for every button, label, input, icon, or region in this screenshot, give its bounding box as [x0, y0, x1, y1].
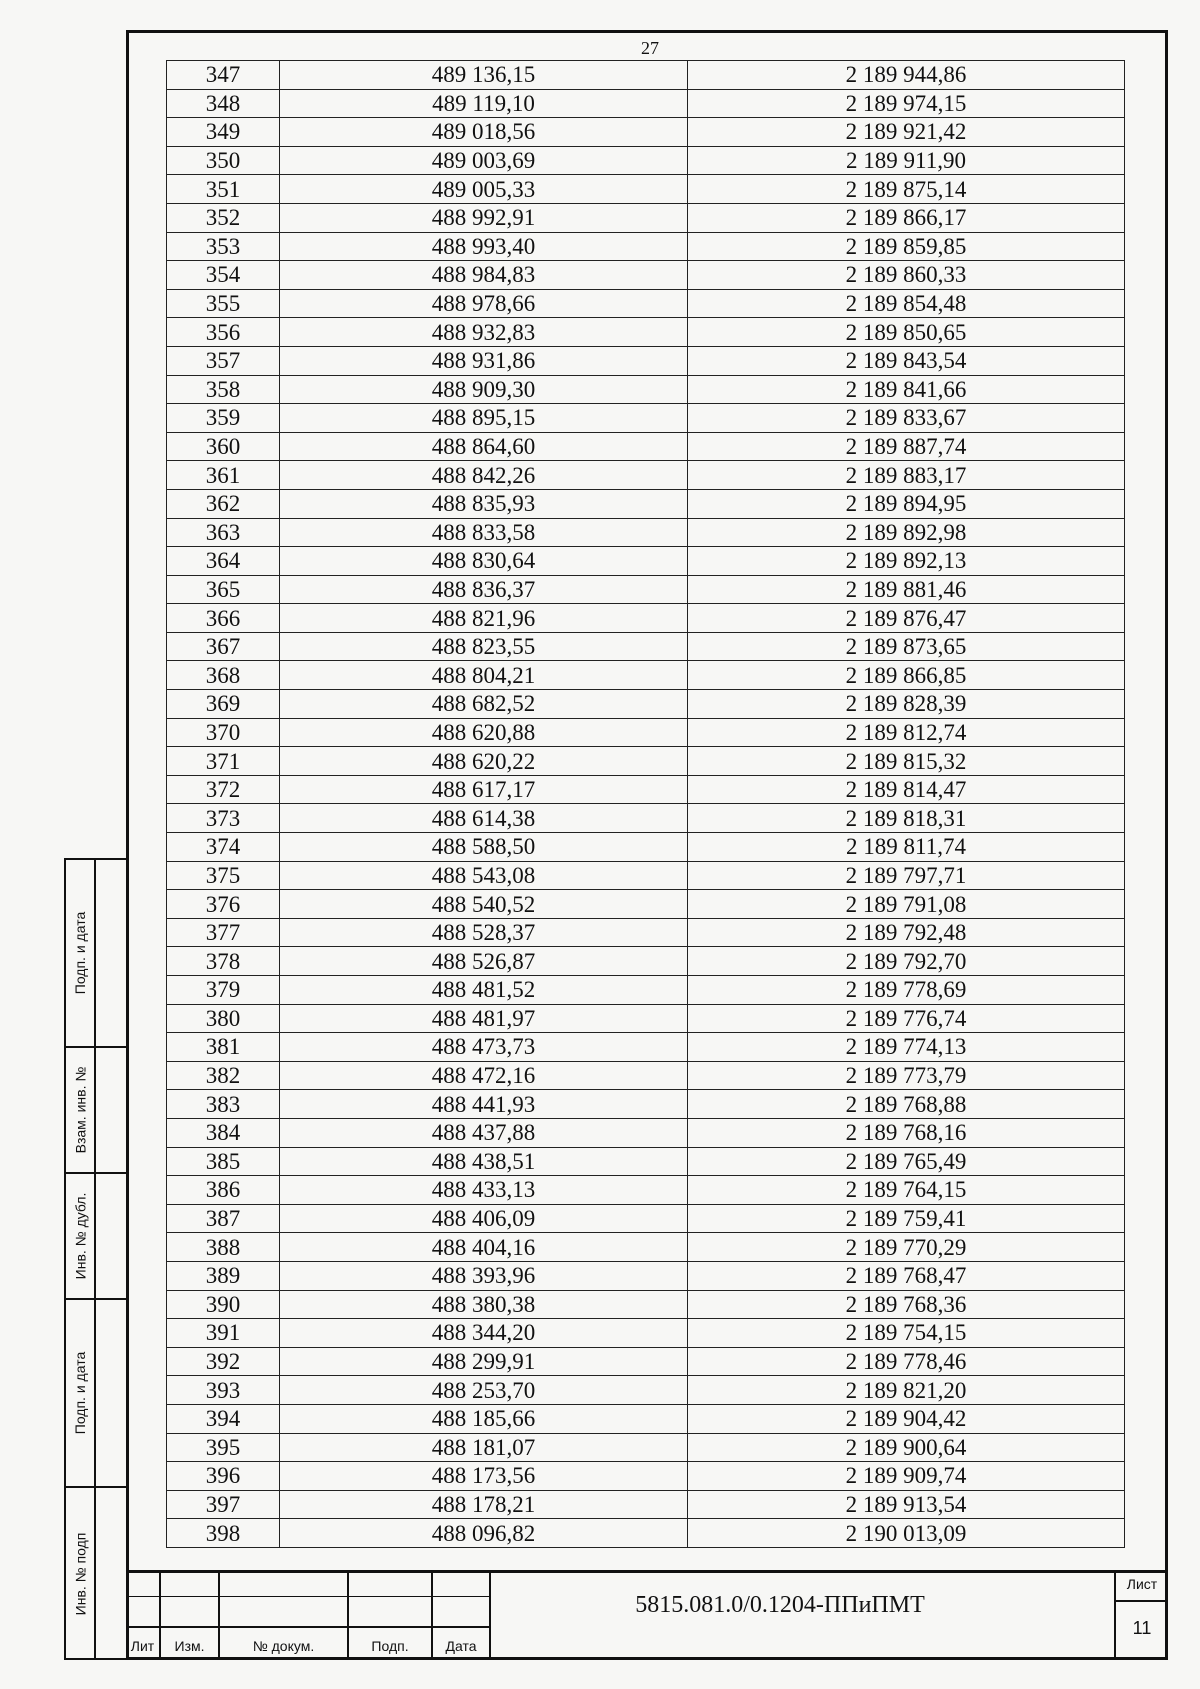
table-row	[167, 1462, 1125, 1491]
point-number-cell: 376	[167, 890, 280, 919]
x-coordinate-cell: 488 864,60	[280, 432, 688, 461]
y-coordinate-cell: 2 189 894,95	[688, 489, 1125, 518]
y-coordinate-cell: 2 189 754,15	[688, 1319, 1125, 1348]
y-coordinate-cell: 2 189 892,98	[688, 518, 1125, 547]
y-coordinate-cell: 2 189 909,74	[688, 1462, 1125, 1491]
y-coordinate-cell: 2 189 974,15	[688, 89, 1125, 118]
title-col-doc-no: № докум.	[252, 1638, 315, 1654]
y-coordinate-cell: 2 189 860,33	[688, 261, 1125, 290]
sheet-label: Лист	[1126, 1576, 1158, 1592]
table-row	[167, 1090, 1125, 1119]
x-coordinate-cell: 488 978,66	[280, 289, 688, 318]
x-coordinate-cell: 488 620,88	[280, 718, 688, 747]
table-row	[167, 1404, 1125, 1433]
point-number-cell: 393	[167, 1376, 280, 1405]
point-number-cell: 380	[167, 1004, 280, 1033]
point-number-cell: 357	[167, 346, 280, 375]
point-number-cell: 356	[167, 318, 280, 347]
point-number-cell: 385	[167, 1147, 280, 1176]
x-coordinate-cell: 488 404,16	[280, 1233, 688, 1262]
x-coordinate-cell: 488 185,66	[280, 1404, 688, 1433]
table-row	[167, 861, 1125, 890]
x-coordinate-cell: 488 842,26	[280, 461, 688, 490]
y-coordinate-cell: 2 189 833,67	[688, 404, 1125, 433]
margin-label: Инв. № подп	[72, 1532, 89, 1616]
table-row	[167, 346, 1125, 375]
table-row	[167, 1061, 1125, 1090]
y-coordinate-cell: 2 189 812,74	[688, 718, 1125, 747]
x-coordinate-cell: 488 253,70	[280, 1376, 688, 1405]
y-coordinate-cell: 2 190 013,09	[688, 1519, 1125, 1548]
y-coordinate-cell: 2 189 815,32	[688, 747, 1125, 776]
y-coordinate-cell: 2 189 768,36	[688, 1290, 1125, 1319]
table-row	[167, 718, 1125, 747]
point-number-cell: 365	[167, 575, 280, 604]
x-coordinate-cell: 488 473,73	[280, 1033, 688, 1062]
table-row	[167, 203, 1125, 232]
y-coordinate-cell: 2 189 843,54	[688, 346, 1125, 375]
table-row	[167, 432, 1125, 461]
point-number-cell: 353	[167, 232, 280, 261]
x-coordinate-cell: 488 614,38	[280, 804, 688, 833]
y-coordinate-cell: 2 189 768,47	[688, 1261, 1125, 1290]
point-number-cell: 354	[167, 261, 280, 290]
document-code: 5815.081.0/0.1204-ППиПМТ	[635, 1592, 925, 1618]
title-col-change: Изм.	[174, 1638, 205, 1654]
x-coordinate-cell: 488 481,52	[280, 976, 688, 1005]
y-coordinate-cell: 2 189 774,13	[688, 1033, 1125, 1062]
point-number-cell: 397	[167, 1490, 280, 1519]
table-row	[167, 575, 1125, 604]
x-coordinate-cell: 488 472,16	[280, 1061, 688, 1090]
table-row	[167, 747, 1125, 776]
x-coordinate-cell: 488 178,21	[280, 1490, 688, 1519]
table-row	[167, 232, 1125, 261]
point-number-cell: 386	[167, 1176, 280, 1205]
table-row	[167, 1376, 1125, 1405]
table-row	[167, 547, 1125, 576]
x-coordinate-cell: 488 617,17	[280, 775, 688, 804]
x-coordinate-cell: 488 299,91	[280, 1347, 688, 1376]
table-row	[167, 775, 1125, 804]
point-number-cell: 371	[167, 747, 280, 776]
page-number: 27	[641, 38, 659, 58]
table-row	[167, 289, 1125, 318]
point-number-cell: 379	[167, 976, 280, 1005]
point-number-cell: 347	[167, 61, 280, 90]
x-coordinate-cell: 488 830,64	[280, 547, 688, 576]
table-row	[167, 632, 1125, 661]
point-number-cell: 369	[167, 690, 280, 719]
y-coordinate-cell: 2 189 944,86	[688, 61, 1125, 90]
x-coordinate-cell: 488 393,96	[280, 1261, 688, 1290]
y-coordinate-cell: 2 189 792,70	[688, 947, 1125, 976]
point-number-cell: 349	[167, 118, 280, 147]
x-coordinate-cell: 488 588,50	[280, 833, 688, 862]
table-row	[167, 1033, 1125, 1062]
table-row	[167, 461, 1125, 490]
point-number-cell: 348	[167, 89, 280, 118]
point-number-cell: 372	[167, 775, 280, 804]
table-row	[167, 1319, 1125, 1348]
title-col-lit: Лит	[130, 1638, 155, 1654]
x-coordinate-cell: 488 481,97	[280, 1004, 688, 1033]
y-coordinate-cell: 2 189 776,74	[688, 1004, 1125, 1033]
point-number-cell: 392	[167, 1347, 280, 1376]
x-coordinate-cell: 488 441,93	[280, 1090, 688, 1119]
point-number-cell: 395	[167, 1433, 280, 1462]
point-number-cell: 366	[167, 604, 280, 633]
x-coordinate-cell: 488 992,91	[280, 203, 688, 232]
title-block-rule	[1114, 1600, 1168, 1602]
x-coordinate-cell: 488 344,20	[280, 1319, 688, 1348]
y-coordinate-cell: 2 189 892,13	[688, 547, 1125, 576]
x-coordinate-cell: 488 895,15	[280, 404, 688, 433]
point-number-cell: 375	[167, 861, 280, 890]
y-coordinate-cell: 2 189 759,41	[688, 1204, 1125, 1233]
x-coordinate-cell: 488 931,86	[280, 346, 688, 375]
table-row	[167, 604, 1125, 633]
y-coordinate-cell: 2 189 911,90	[688, 146, 1125, 175]
point-number-cell: 367	[167, 632, 280, 661]
point-number-cell: 377	[167, 918, 280, 947]
x-coordinate-cell: 488 380,38	[280, 1290, 688, 1319]
point-number-cell: 381	[167, 1033, 280, 1062]
table-row	[167, 89, 1125, 118]
y-coordinate-cell: 2 189 770,29	[688, 1233, 1125, 1262]
margin-cell-inv-orig	[66, 1486, 126, 1660]
y-coordinate-cell: 2 189 859,85	[688, 232, 1125, 261]
sheet-number: 11	[1132, 1618, 1152, 1638]
y-coordinate-cell: 2 189 814,47	[688, 775, 1125, 804]
margin-cell-replace-inv	[66, 1046, 126, 1172]
y-coordinate-cell: 2 189 866,85	[688, 661, 1125, 690]
x-coordinate-cell: 488 993,40	[280, 232, 688, 261]
table-row	[167, 1290, 1125, 1319]
table-row	[167, 661, 1125, 690]
table-row	[167, 947, 1125, 976]
x-coordinate-cell: 488 543,08	[280, 861, 688, 890]
x-coordinate-cell: 488 932,83	[280, 318, 688, 347]
x-coordinate-cell: 488 804,21	[280, 661, 688, 690]
y-coordinate-cell: 2 189 850,65	[688, 318, 1125, 347]
x-coordinate-cell: 488 528,37	[280, 918, 688, 947]
table-row	[167, 833, 1125, 862]
x-coordinate-cell: 488 620,22	[280, 747, 688, 776]
x-coordinate-cell: 488 173,56	[280, 1462, 688, 1491]
x-coordinate-cell: 488 526,87	[280, 947, 688, 976]
x-coordinate-cell: 488 406,09	[280, 1204, 688, 1233]
point-number-cell: 387	[167, 1204, 280, 1233]
table-row	[167, 1261, 1125, 1290]
x-coordinate-cell: 488 836,37	[280, 575, 688, 604]
table-row	[167, 318, 1125, 347]
y-coordinate-cell: 2 189 764,15	[688, 1176, 1125, 1205]
table-row	[167, 1233, 1125, 1262]
table-row	[167, 1118, 1125, 1147]
y-coordinate-cell: 2 189 818,31	[688, 804, 1125, 833]
y-coordinate-cell: 2 189 904,42	[688, 1404, 1125, 1433]
title-block-rule	[126, 1596, 491, 1597]
point-number-cell: 360	[167, 432, 280, 461]
point-number-cell: 388	[167, 1233, 280, 1262]
table-row	[167, 489, 1125, 518]
x-coordinate-cell: 488 540,52	[280, 890, 688, 919]
y-coordinate-cell: 2 189 791,08	[688, 890, 1125, 919]
margin-label: Подп. и дата	[72, 1351, 88, 1435]
title-block-rule	[126, 1626, 491, 1628]
table-row	[167, 61, 1125, 90]
point-number-cell: 391	[167, 1319, 280, 1348]
y-coordinate-cell: 2 189 883,17	[688, 461, 1125, 490]
point-number-cell: 378	[167, 947, 280, 976]
table-row	[167, 1433, 1125, 1462]
y-coordinate-cell: 2 189 811,74	[688, 833, 1125, 862]
point-number-cell: 370	[167, 718, 280, 747]
table-row	[167, 261, 1125, 290]
margin-cell-sign-date-1	[66, 858, 126, 1046]
y-coordinate-cell: 2 189 797,71	[688, 861, 1125, 890]
table-row	[167, 175, 1125, 204]
point-number-cell: 358	[167, 375, 280, 404]
point-number-cell: 398	[167, 1519, 280, 1548]
x-coordinate-cell: 488 833,58	[280, 518, 688, 547]
table-row	[167, 804, 1125, 833]
table-row	[167, 404, 1125, 433]
y-coordinate-cell: 2 189 873,65	[688, 632, 1125, 661]
table-row	[167, 918, 1125, 947]
table-row	[167, 518, 1125, 547]
table-row	[167, 1147, 1125, 1176]
point-number-cell: 351	[167, 175, 280, 204]
y-coordinate-cell: 2 189 828,39	[688, 690, 1125, 719]
table-row	[167, 976, 1125, 1005]
point-number-cell: 374	[167, 833, 280, 862]
table-row	[167, 146, 1125, 175]
margin-label: Инв. № дубл.	[72, 1192, 89, 1280]
y-coordinate-cell: 2 189 768,88	[688, 1090, 1125, 1119]
y-coordinate-cell: 2 189 821,20	[688, 1376, 1125, 1405]
y-coordinate-cell: 2 189 778,46	[688, 1347, 1125, 1376]
point-number-cell: 394	[167, 1404, 280, 1433]
y-coordinate-cell: 2 189 913,54	[688, 1490, 1125, 1519]
margin-label: Взам. инв. №	[72, 1066, 89, 1154]
point-number-cell: 364	[167, 547, 280, 576]
y-coordinate-cell: 2 189 887,74	[688, 432, 1125, 461]
margin-stamp	[64, 858, 126, 1660]
point-number-cell: 384	[167, 1118, 280, 1147]
y-coordinate-cell: 2 189 792,48	[688, 918, 1125, 947]
table-row	[167, 1204, 1125, 1233]
x-coordinate-cell: 489 005,33	[280, 175, 688, 204]
table-row	[167, 1347, 1125, 1376]
point-number-cell: 389	[167, 1261, 280, 1290]
y-coordinate-cell: 2 189 778,69	[688, 976, 1125, 1005]
y-coordinate-cell: 2 189 765,49	[688, 1147, 1125, 1176]
x-coordinate-cell: 488 823,55	[280, 632, 688, 661]
point-number-cell: 355	[167, 289, 280, 318]
coordinates-table	[166, 60, 1125, 1548]
y-coordinate-cell: 2 189 900,64	[688, 1433, 1125, 1462]
point-number-cell: 362	[167, 489, 280, 518]
point-number-cell: 359	[167, 404, 280, 433]
point-number-cell: 396	[167, 1462, 280, 1491]
point-number-cell: 383	[167, 1090, 280, 1119]
x-coordinate-cell: 489 003,69	[280, 146, 688, 175]
table-row	[167, 375, 1125, 404]
x-coordinate-cell: 488 433,13	[280, 1176, 688, 1205]
margin-label: Подп. и дата	[72, 911, 88, 995]
table-row	[167, 1519, 1125, 1548]
x-coordinate-cell: 488 984,83	[280, 261, 688, 290]
point-number-cell: 361	[167, 461, 280, 490]
x-coordinate-cell: 488 682,52	[280, 690, 688, 719]
point-number-cell: 382	[167, 1061, 280, 1090]
y-coordinate-cell: 2 189 876,47	[688, 604, 1125, 633]
table-row	[167, 118, 1125, 147]
table-row	[167, 890, 1125, 919]
y-coordinate-cell: 2 189 875,14	[688, 175, 1125, 204]
table-row	[167, 1176, 1125, 1205]
point-number-cell: 390	[167, 1290, 280, 1319]
y-coordinate-cell: 2 189 866,17	[688, 203, 1125, 232]
x-coordinate-cell: 488 821,96	[280, 604, 688, 633]
x-coordinate-cell: 489 018,56	[280, 118, 688, 147]
point-number-cell: 363	[167, 518, 280, 547]
point-number-cell: 373	[167, 804, 280, 833]
y-coordinate-cell: 2 189 854,48	[688, 289, 1125, 318]
y-coordinate-cell: 2 189 881,46	[688, 575, 1125, 604]
x-coordinate-cell: 488 438,51	[280, 1147, 688, 1176]
point-number-cell: 368	[167, 661, 280, 690]
y-coordinate-cell: 2 189 768,16	[688, 1118, 1125, 1147]
table-row	[167, 1004, 1125, 1033]
x-coordinate-cell: 489 119,10	[280, 89, 688, 118]
y-coordinate-cell: 2 189 773,79	[688, 1061, 1125, 1090]
x-coordinate-cell: 488 096,82	[280, 1519, 688, 1548]
x-coordinate-cell: 488 835,93	[280, 489, 688, 518]
coordinates-table-body	[167, 61, 1125, 1548]
table-row	[167, 1490, 1125, 1519]
margin-cell-dup-inv	[66, 1172, 126, 1298]
y-coordinate-cell: 2 189 841,66	[688, 375, 1125, 404]
title-col-sign: Подп.	[371, 1638, 409, 1654]
x-coordinate-cell: 489 136,15	[280, 61, 688, 90]
table-row	[167, 690, 1125, 719]
point-number-cell: 352	[167, 203, 280, 232]
y-coordinate-cell: 2 189 921,42	[688, 118, 1125, 147]
x-coordinate-cell: 488 909,30	[280, 375, 688, 404]
x-coordinate-cell: 488 437,88	[280, 1118, 688, 1147]
margin-cell-sign-date-2	[66, 1298, 126, 1486]
point-number-cell: 350	[167, 146, 280, 175]
x-coordinate-cell: 488 181,07	[280, 1433, 688, 1462]
title-col-date: Дата	[445, 1638, 477, 1654]
